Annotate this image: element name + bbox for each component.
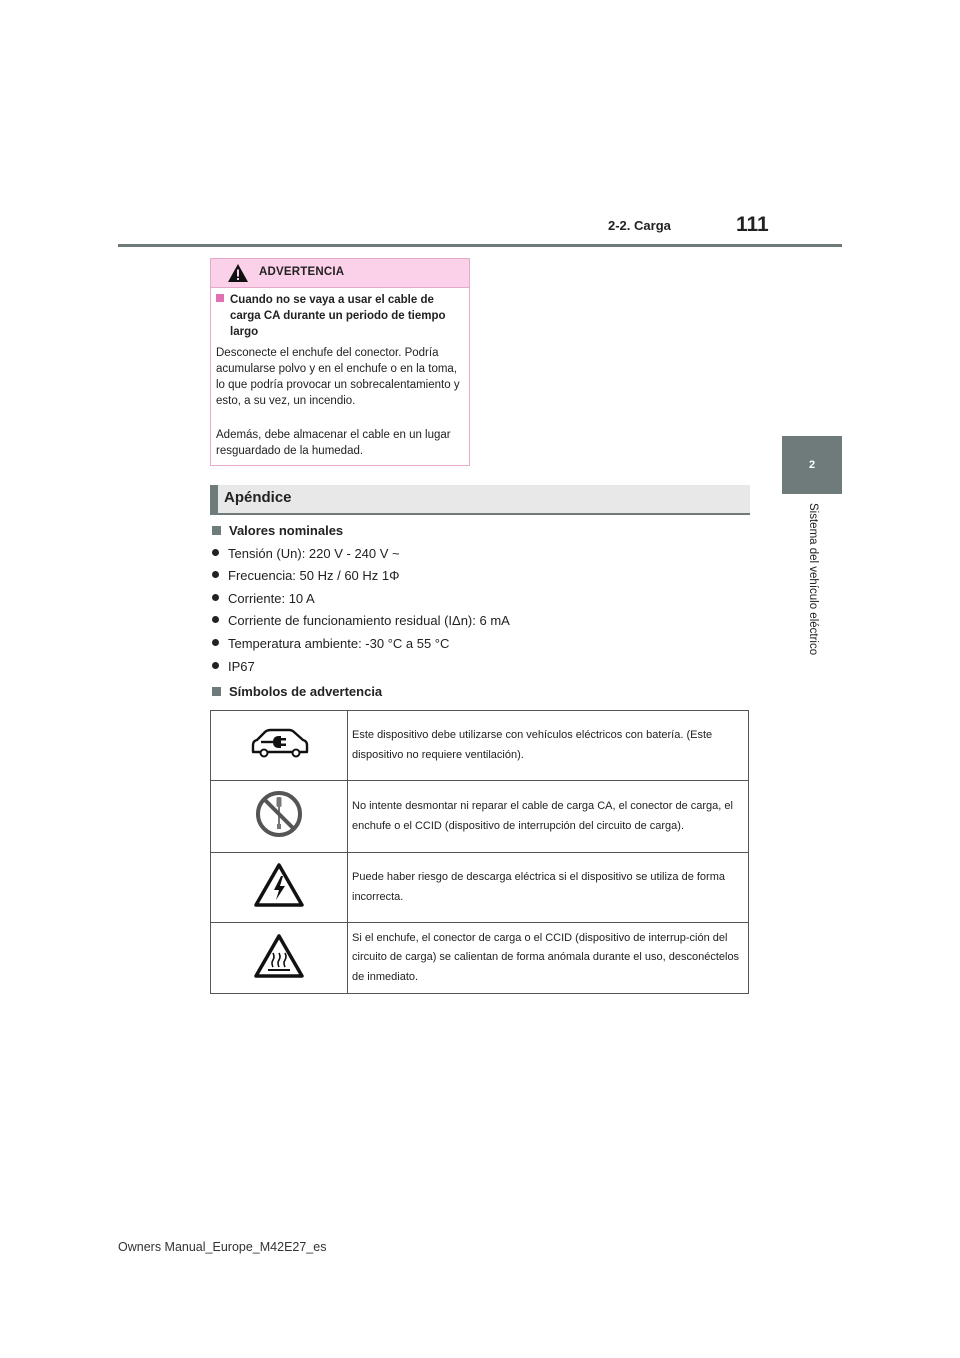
chapter-tab [782,436,842,494]
warning-triangle-icon [227,263,249,283]
symbols-heading: Símbolos de advertencia [212,684,382,699]
list-item: Temperatura ambiente: -30 °C a 55 °C [212,636,449,651]
warning-box [210,258,470,466]
list-item: Frecuencia: 50 Hz / 60 Hz 1Φ [212,568,400,583]
appendix-heading [210,485,750,513]
no-disassembly-icon [254,789,304,839]
symbol-description: No intente desmontar ni reparar el cable de carga CA, el conector de carga, el enchufe o el CCID (dispositivo de interrupción del circuito de carga). [348,781,749,853]
bullet-icon [212,616,219,623]
section-title: 2-2. Carga [608,218,671,233]
table-row [211,711,749,781]
electric-car-plug-icon [247,726,311,760]
symbol-cell [211,781,348,853]
warning-bullet-icon [216,294,224,302]
square-bullet-icon [212,687,221,696]
hot-surface-warning-icon [253,933,305,979]
symbol-cell [211,853,348,923]
symbol-cell [211,711,348,781]
table-row [211,853,749,923]
warning-header [211,259,469,288]
list-item: Tensión (Un): 220 V - 240 V ~ [212,546,400,561]
bullet-icon [212,594,219,601]
symbol-description: Este dispositivo debe utilizarse con vehículos eléctricos con batería. (Este dispositivo no requiere ventilación). [348,711,749,781]
appendix-title: Apéndice [224,489,292,506]
warning-title: ADVERTENCIA [259,266,345,278]
bullet-icon [212,662,219,669]
electric-shock-warning-icon [253,862,305,908]
heading-accent-bar [210,485,218,513]
list-item: Corriente: 10 A [212,591,315,606]
warning-paragraph-2: Además, debe almacenar el cable en un lugar resguardado de la humedad. [216,429,451,457]
warning-symbols-table [210,710,749,994]
chapter-number: 2 [808,459,816,471]
list-item: Corriente de funcionamiento residual (IΔn): 6 mA [212,613,510,628]
symbol-description: Si el enchufe, el conector de carga o el CCID (dispositivo de interrup-ción del circuito de carga) se calientan de forma anómala durante el uso, desconéctelos de inmediato. [348,923,749,994]
bullet-icon [212,549,219,556]
page-number: 111 [736,213,769,236]
warning-paragraph-1: Desconecte el enchufe del conector. Podría acumularse polvo y en el enchufe o en la toma, lo que podría provocar un sobrecalentamiento y esto, a su vez, un incendio. [216,347,460,407]
symbol-description: Puede haber riesgo de descarga eléctrica si el dispositivo se utiliza de forma incorrecta. [348,853,749,923]
list-item: IP67 [212,659,255,674]
footer-text: Owners Manual_Europe_M42E27_es [118,1240,327,1254]
bullet-icon [212,571,219,578]
square-bullet-icon [212,526,221,535]
appendix-divider [210,513,750,515]
symbol-cell [211,923,348,994]
table-row [211,781,749,853]
header-divider [118,244,842,247]
table-row [211,923,749,994]
ratings-heading: Valores nominales [212,523,343,538]
chapter-label: Sistema del vehículo eléctrico [807,503,819,656]
chapter-side-label [804,503,820,693]
bullet-icon [212,639,219,646]
warning-subtitle: Cuando no se vaya a usar el cable de carga CA durante un periodo de tiempo largo [216,292,466,340]
